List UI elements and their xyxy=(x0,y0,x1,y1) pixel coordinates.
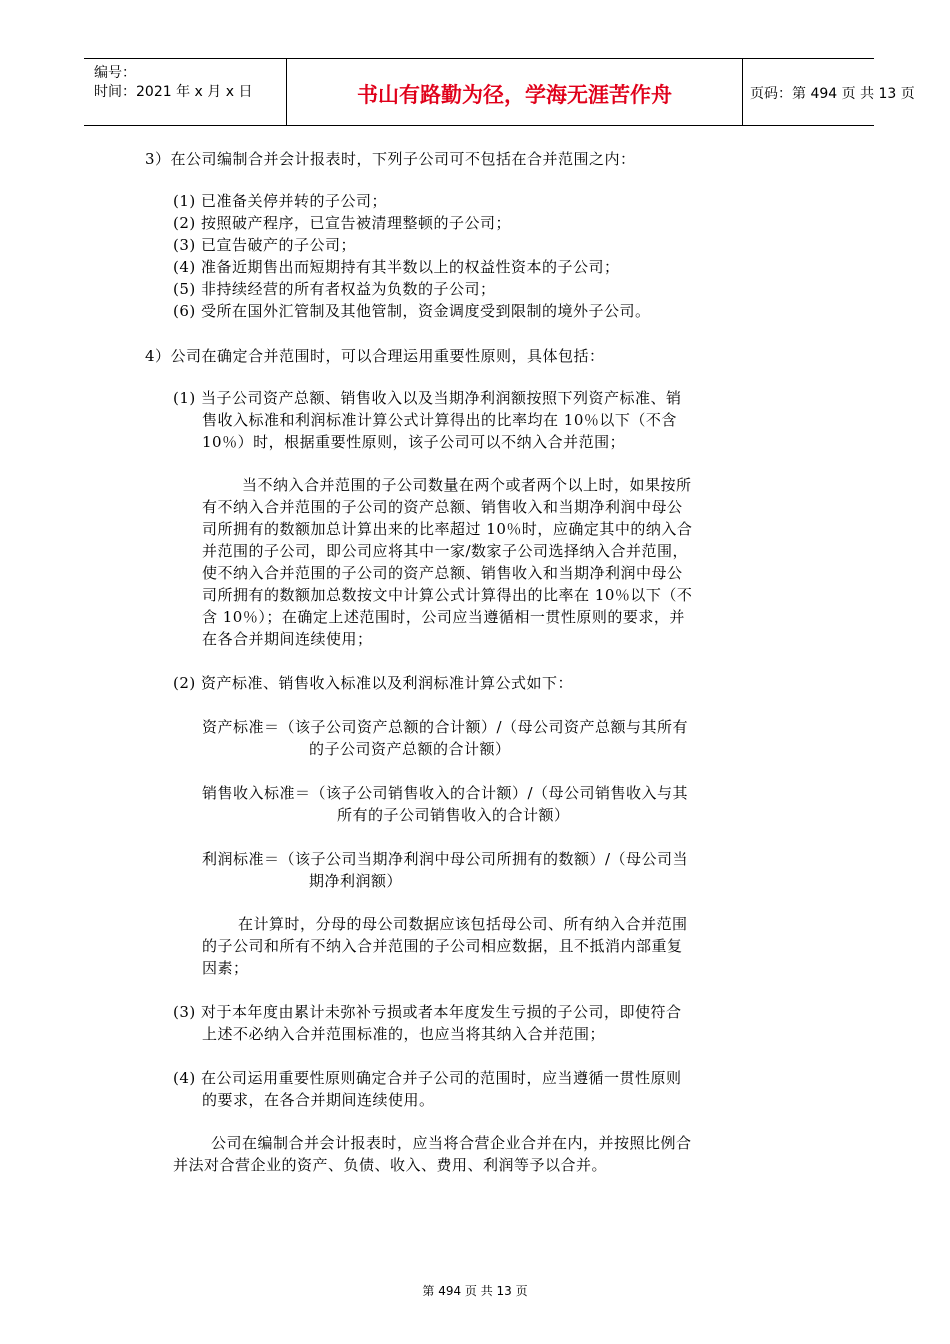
formula-sales: 销售收入标准＝（该子公司销售收入的合计额）/（母公司销售收入与其 xyxy=(202,784,689,802)
paragraph-line: 因素； xyxy=(202,959,249,977)
paragraph-line: (1) 当子公司资产总额、销售收入以及当期净利润额按照下列资产标准、销 xyxy=(173,389,682,407)
doc-number-label: 编号： xyxy=(94,65,136,81)
list-item: (1) 已准备关停并转的子公司； xyxy=(173,192,388,210)
doc-time-label: 时间：2021 年 x 月 x 日 xyxy=(94,84,253,100)
paragraph-line: (2) 资产标准、销售收入标准以及利润标准计算公式如下： xyxy=(173,674,574,692)
list-item: (3) 已宣告破产的子公司； xyxy=(173,236,357,254)
page-number: 页码：第 494 页 共 13 页 xyxy=(750,86,915,102)
list-item: (4) 准备近期售出而短期持有其半数以上的权益性资本的子公司； xyxy=(173,258,620,276)
header-motto-cell xyxy=(286,59,743,125)
paragraph-line: 上述不必纳入合并范围标准的，也应当将其纳入合并范围； xyxy=(202,1025,606,1043)
formula-profit-cont: 期净利润额） xyxy=(309,872,403,890)
motto: 书山有路勤为径，学海无涯苦作舟 xyxy=(357,83,672,107)
paragraph-line: 当不纳入合并范围的子公司数量在两个或者两个以上时，如果按所 xyxy=(242,476,692,494)
paragraph-line: 在计算时，分母的母公司数据应该包括母公司、所有纳入合并范围 xyxy=(238,915,688,933)
paragraph-line: (4) 在公司运用重要性原则确定合并子公司的范围时，应当遵循一贯性原则 xyxy=(173,1069,682,1087)
list-item: (6) 受所在国外汇管制及其他管制，资金调度受到限制的境外子公司。 xyxy=(173,302,651,320)
paragraph-line: 并范围的子公司，即公司应将其中一家/数家子公司选择纳入合并范围， xyxy=(202,542,689,560)
paragraph-line: 10％）时，根据重要性原则，该子公司可以不纳入合并范围； xyxy=(202,433,626,451)
paragraph-line: 司所拥有的数额加总数按文中计算公式计算得出的比率在 10％以下（不 xyxy=(202,586,693,604)
paragraph-line: 公司在编制合并会计报表时，应当将合营企业合并在内，并按照比例合 xyxy=(211,1134,692,1152)
page-header xyxy=(84,58,915,126)
paragraph-line: 在各合并期间连续使用； xyxy=(202,630,373,648)
header-meta xyxy=(84,59,286,125)
paragraph-line: 售收入标准和利润标准计算公式计算得出的比率均在 10％以下（不含 xyxy=(202,411,677,429)
formula-asset: 资产标准＝（该子公司资产总额的合计额）/（母公司资产总额与其所有 xyxy=(202,718,689,736)
formula-profit: 利润标准＝（该子公司当期净利润中母公司所拥有的数额）/（母公司当 xyxy=(202,850,689,868)
section-3-title: 3）在公司编制合并会计报表时，下列子公司可不包括在合并范围之内： xyxy=(145,150,636,168)
formula-asset-cont: 的子公司资产总额的合计额） xyxy=(309,740,511,758)
paragraph-line: 并法对合营企业的资产、负债、收入、费用、利润等予以合并。 xyxy=(173,1156,608,1174)
paragraph-line: 的要求，在各合并期间连续使用。 xyxy=(202,1091,435,1109)
paragraph-line: 有不纳入合并范围的子公司的资产总额、销售收入和当期净利润中母公 xyxy=(202,498,683,516)
list-item: (2) 按照破产程序，已宣告被清理整顿的子公司； xyxy=(173,214,512,232)
formula-sales-cont: 所有的子公司销售收入的合计额） xyxy=(337,806,570,824)
header-page-cell xyxy=(741,59,915,125)
section-4-title: 4）公司在确定合并范围时，可以合理运用重要性原则，具体包括： xyxy=(145,347,605,365)
paragraph-line: (3) 对于本年度由累计未弥补亏损或者本年度发生亏损的子公司，即使符合 xyxy=(173,1003,682,1021)
list-item: (5) 非持续经营的所有者权益为负数的子公司； xyxy=(173,280,496,298)
page-footer: 第 494 页 共 13 页 xyxy=(422,1284,528,1298)
paragraph-line: 含 10％）；在确定上述范围时，公司应当遵循相一贯性原则的要求，并 xyxy=(202,608,685,626)
paragraph-line: 司所拥有的数额加总计算出来的比率超过 10％时，应确定其中的纳入合 xyxy=(202,520,693,538)
paragraph-line: 的子公司和所有不纳入合并范围的子公司相应数据，且不抵消内部重复 xyxy=(202,937,683,955)
paragraph-line: 使不纳入合并范围的子公司的资产总额、销售收入和当期净利润中母公 xyxy=(202,564,683,582)
